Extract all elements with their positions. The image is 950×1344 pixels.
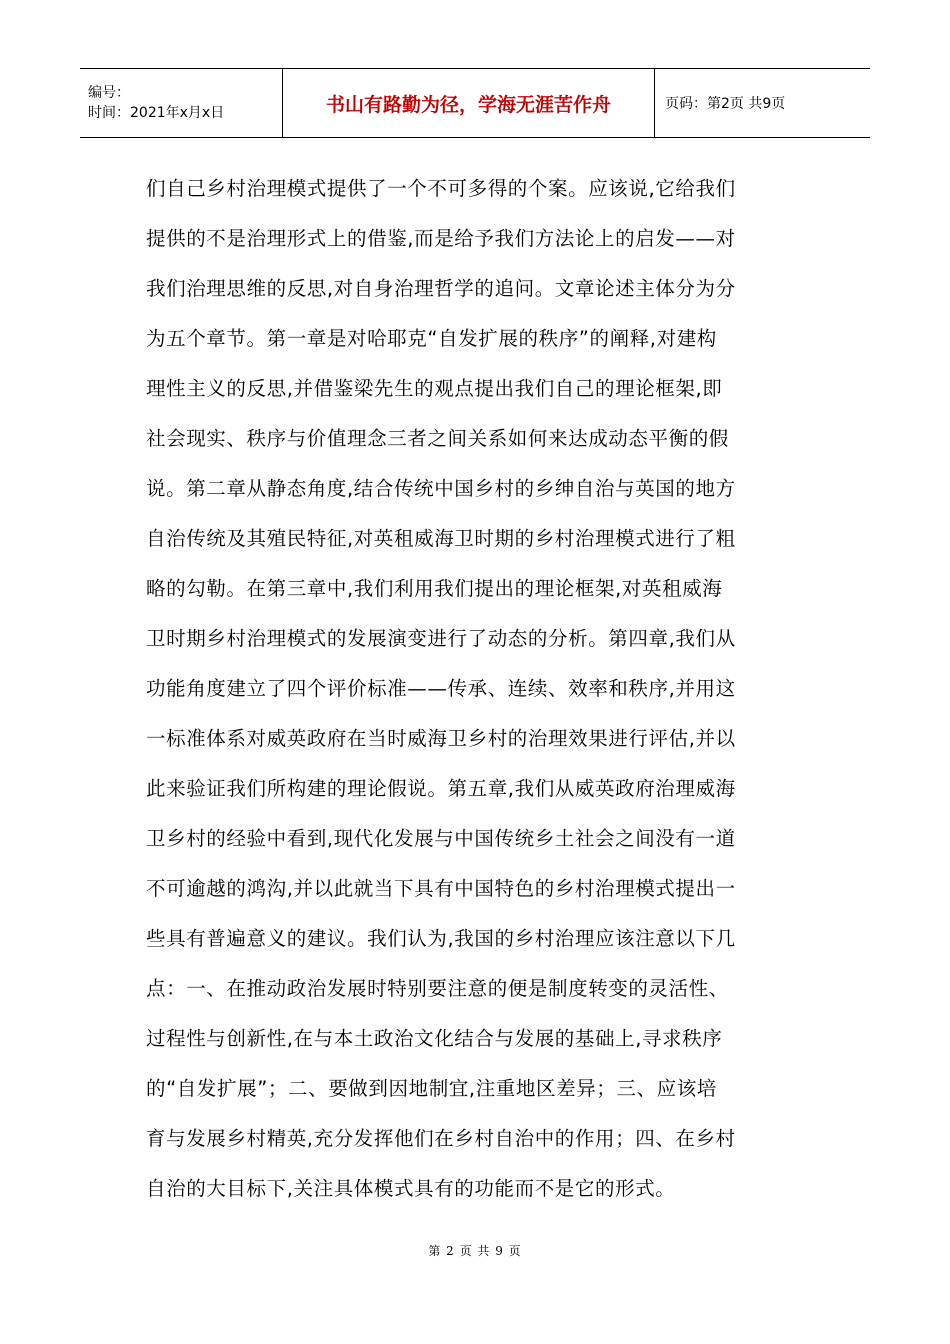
body-line: 说。第二章从静态角度,结合传统中国乡村的乡绅自治与英国的地方 xyxy=(146,477,736,500)
body-line: 的“自发扩展”；二、要做到因地制宜,注重地区差异；三、应该培 xyxy=(146,1077,717,1100)
header-page-info: 页码：第2页 共9页 xyxy=(665,96,786,112)
body-line: 社会现实、秩序与价值理念三者之间关系如何来达成动态平衡的假 xyxy=(146,427,729,450)
body-line: 功能角度建立了四个评价标准——传承、连续、效率和秩序,并用这 xyxy=(146,677,736,700)
body-line: 些具有普遍意义的建议。我们认为,我国的乡村治理应该注意以下几 xyxy=(146,927,736,950)
body-line: 为五个章节。第一章是对哈耶克“自发扩展的秩序”的阐释,对建构 xyxy=(146,327,717,350)
body-line: 不可逾越的鸿沟,并以此就当下具有中国特色的乡村治理模式提出一 xyxy=(146,877,736,900)
document-number-label: 编号： xyxy=(88,85,130,101)
body-line: 理性主义的反思,并借鉴梁先生的观点提出我们自己的理论框架,即 xyxy=(146,377,723,400)
body-line: 们自己乡村治理模式提供了一个不可多得的个案。应该说,它给我们 xyxy=(146,177,736,200)
header-meta xyxy=(80,69,282,137)
body-line: 自治的大目标下,关注具体模式具有的功能而不是它的形式。 xyxy=(146,1177,676,1200)
document-time-label: 时间：2021年x月x日 xyxy=(88,105,225,121)
body-text xyxy=(146,164,806,1214)
body-line: 育与发展乡村精英,充分发挥他们在乡村自治中的作用；四、在乡村 xyxy=(146,1127,736,1150)
body-line: 略的勾勒。在第三章中,我们利用我们提出的理论框架,对英租威海 xyxy=(146,577,723,600)
body-line: 此来验证我们所构建的理论假说。第五章,我们从威英政府治理威海 xyxy=(146,777,736,800)
body-line: 自治传统及其殖民特征,对英租威海卫时期的乡村治理模式进行了粗 xyxy=(146,527,736,550)
page-header xyxy=(80,68,870,138)
body-line: 卫时期乡村治理模式的发展演变进行了动态的分析。第四章,我们从 xyxy=(146,627,736,650)
header-motto: 书山有路勤为径，学海无涯苦作舟 xyxy=(325,93,611,116)
page-footer xyxy=(0,1242,950,1259)
header-motto-cell xyxy=(282,69,655,137)
body-line: 卫乡村的经验中看到,现代化发展与中国传统乡土社会之间没有一道 xyxy=(146,827,736,850)
header-page-cell xyxy=(655,69,870,137)
body-line: 我们治理思维的反思,对自身治理哲学的追问。文章论述主体分为分 xyxy=(146,277,736,300)
body-line: 提供的不是治理形式上的借鉴,而是给予我们方法论上的启发——对 xyxy=(146,227,736,250)
body-line: 过程性与创新性,在与本土政治文化结合与发展的基础上,寻求秩序 xyxy=(146,1027,723,1050)
body-line: 一标准体系对威英政府在当时威海卫乡村的治理效果进行评估,并以 xyxy=(146,727,736,750)
footer-page-number: 第 2 页 共 9 页 xyxy=(428,1244,522,1258)
body-line: 点：一、在推动政治发展时特别要注意的便是制度转变的灵活性、 xyxy=(146,977,729,1000)
